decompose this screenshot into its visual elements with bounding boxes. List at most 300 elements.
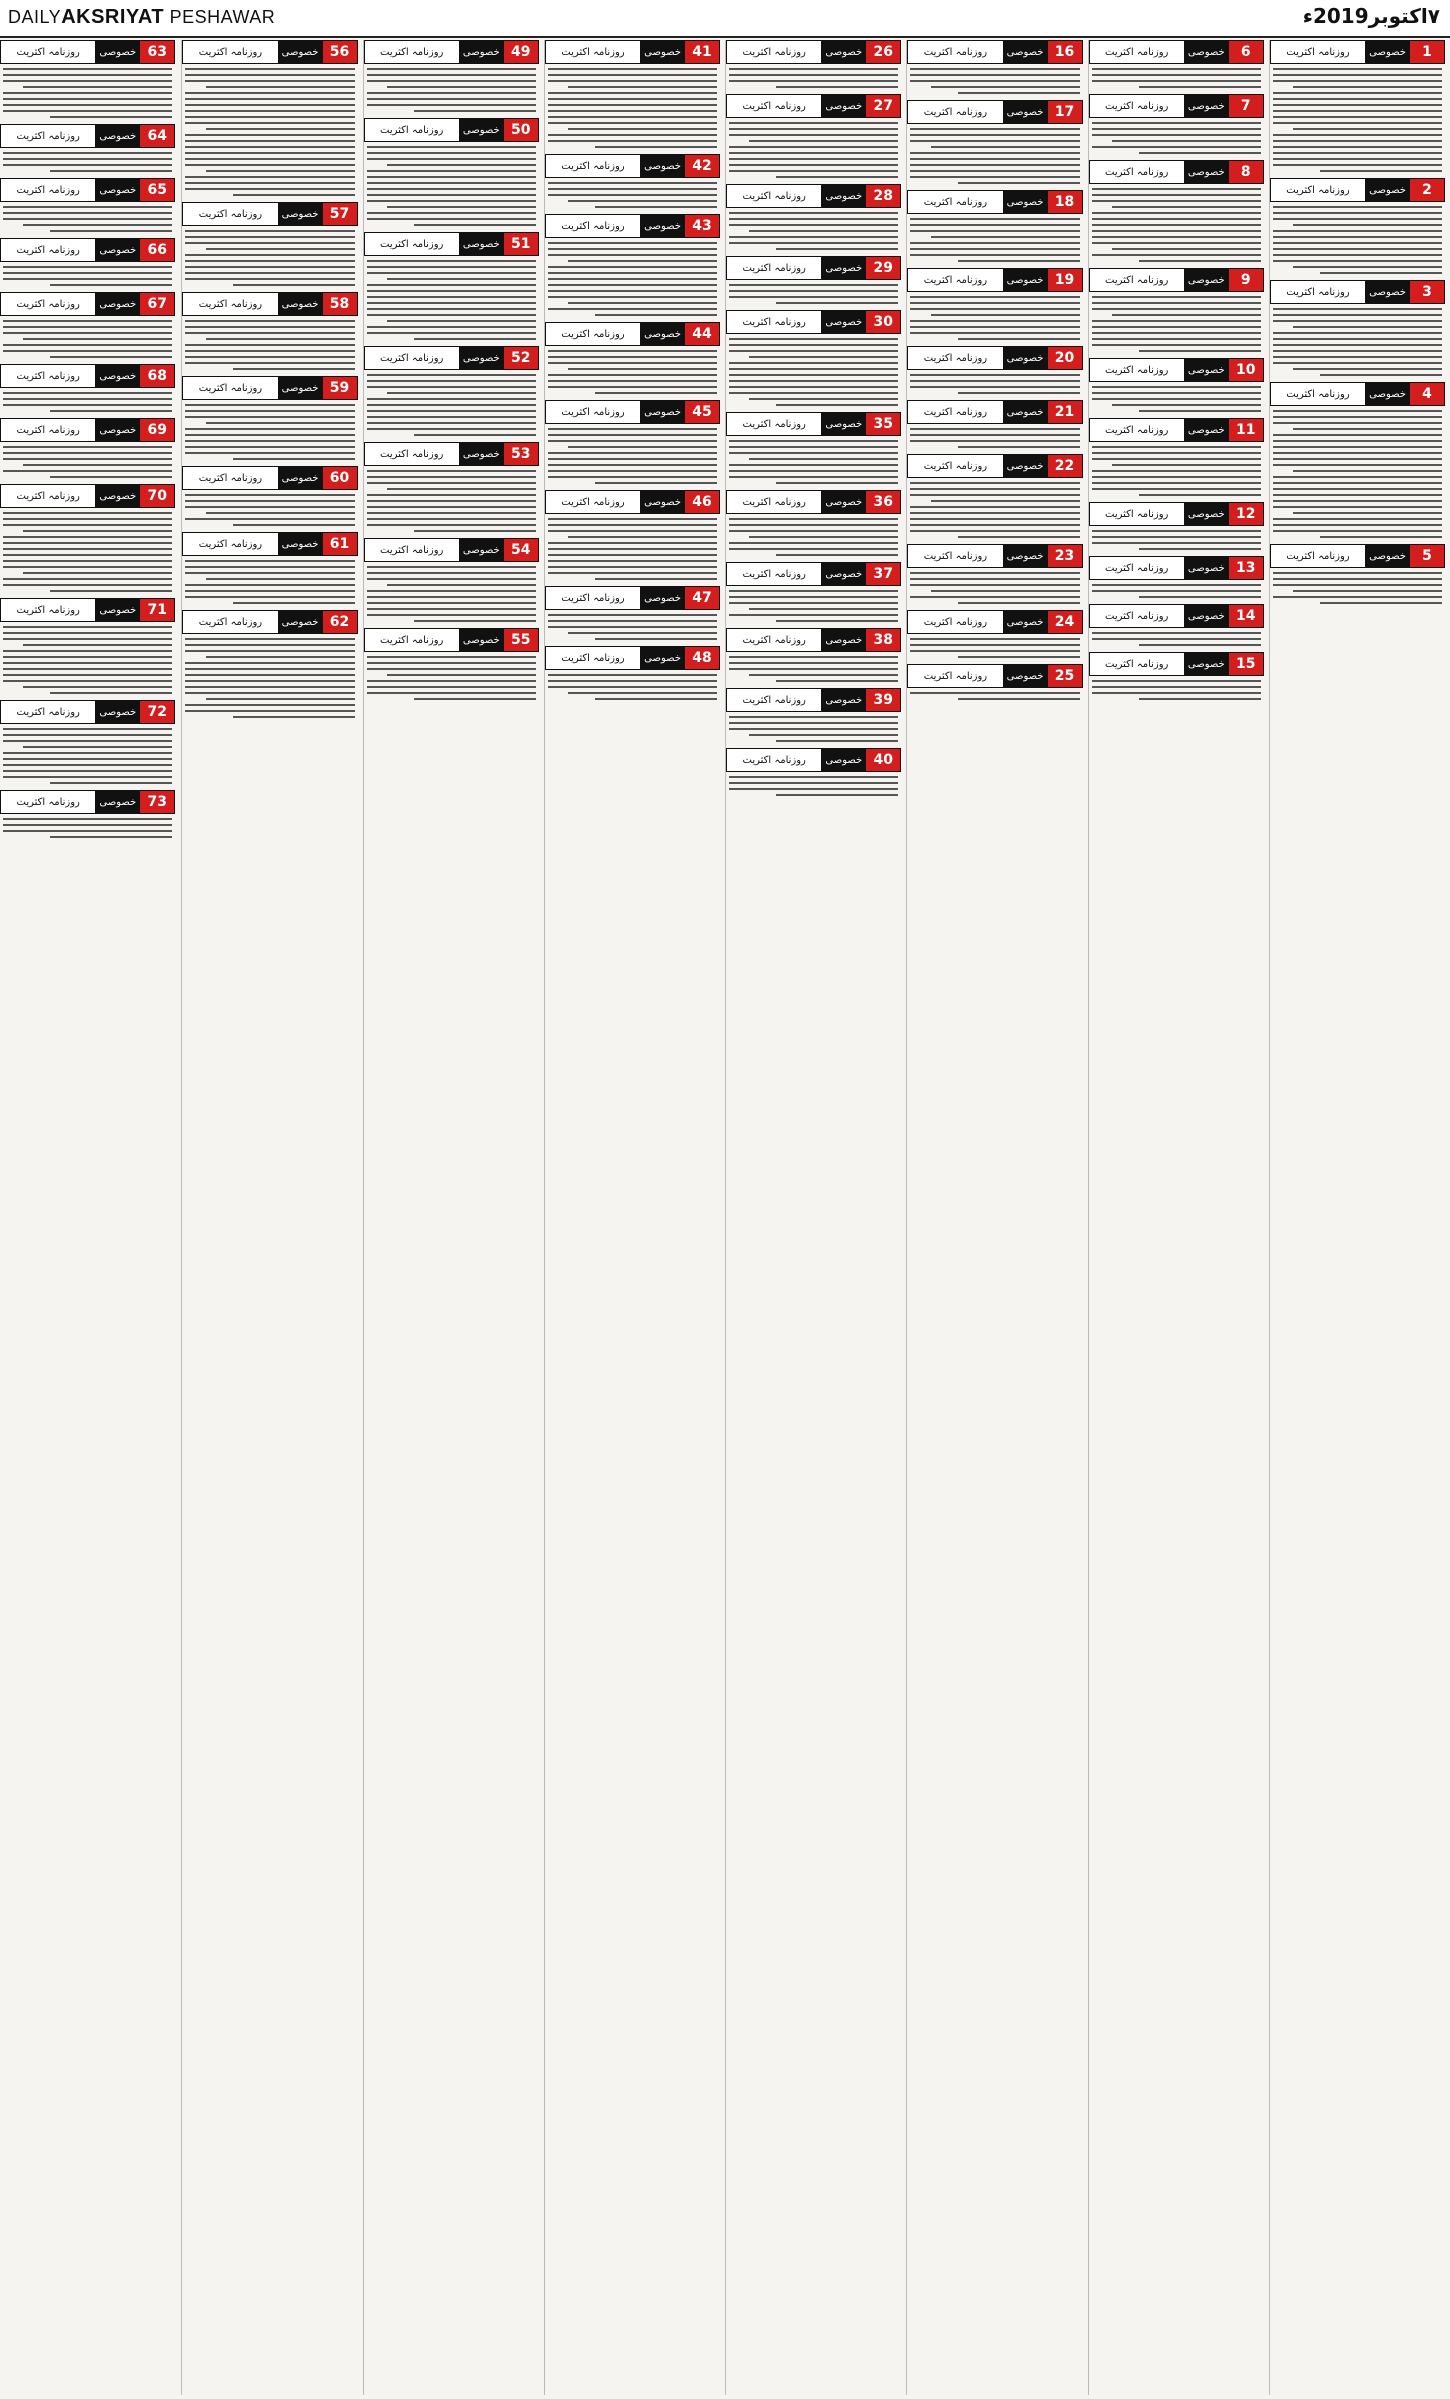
news-item-number: 4 [1410, 383, 1444, 405]
text-line [729, 470, 898, 472]
news-item-header [907, 346, 1082, 370]
text-line [1092, 302, 1261, 304]
news-item-number: 57 [323, 203, 357, 225]
text-line [776, 404, 898, 406]
news-item [907, 544, 1082, 604]
text-line [910, 530, 1079, 532]
news-item-brand: روزنامہ اکثریت [365, 119, 459, 141]
text-line [1273, 164, 1442, 166]
text-line [367, 194, 536, 196]
text-line [367, 590, 536, 592]
text-line [1139, 548, 1261, 550]
text-line [729, 662, 898, 664]
text-line [185, 152, 354, 154]
news-item [726, 94, 901, 178]
text-line [185, 158, 354, 160]
masthead-logo [8, 6, 275, 29]
news-item-brand: روزنامہ اکثریت [546, 41, 640, 63]
text-line [185, 410, 354, 412]
text-line [568, 302, 717, 304]
text-line [1273, 152, 1442, 154]
news-item-brand: روزنامہ اکثریت [546, 587, 640, 609]
news-item-brand: روزنامہ اکثریت [365, 539, 459, 561]
news-item-body [1089, 584, 1264, 598]
text-line [548, 380, 717, 382]
text-line [729, 788, 898, 790]
news-item-number: 65 [140, 179, 174, 201]
text-line [414, 110, 536, 112]
text-line [3, 680, 172, 682]
text-line [367, 422, 536, 424]
text-line [1112, 404, 1261, 406]
text-line [1273, 332, 1442, 334]
text-line [910, 320, 1079, 322]
text-line [548, 470, 717, 472]
text-line [910, 158, 1079, 160]
text-line [233, 194, 355, 196]
news-item [907, 664, 1082, 700]
text-line [1273, 416, 1442, 418]
text-line [50, 836, 172, 838]
text-line [1139, 86, 1261, 88]
text-line [729, 596, 898, 598]
news-item-body [545, 674, 720, 700]
news-item-label: خصوصی [640, 215, 685, 237]
news-item-body [907, 482, 1082, 538]
text-line [729, 446, 898, 448]
text-line [3, 68, 172, 70]
news-item-number: 18 [1048, 191, 1082, 213]
news-item [364, 628, 539, 700]
news-item-brand: روزنامہ اکثریت [183, 293, 277, 315]
text-line [568, 260, 717, 262]
text-line [729, 134, 898, 136]
text-line [568, 200, 717, 202]
news-item-label: خصوصی [821, 491, 866, 513]
text-line [185, 662, 354, 664]
text-line [910, 518, 1079, 520]
text-line [1273, 116, 1442, 118]
news-item-number: 23 [1048, 545, 1082, 567]
news-item [726, 688, 901, 742]
news-item-body [182, 560, 357, 604]
text-line [548, 188, 717, 190]
news-item-number: 52 [504, 347, 538, 369]
news-item-brand: روزنامہ اکثریت [1090, 95, 1184, 117]
news-item-header [545, 40, 720, 64]
text-line [1092, 488, 1261, 490]
text-line [206, 170, 355, 172]
text-line [185, 272, 354, 274]
text-line [367, 374, 536, 376]
news-item-header [907, 610, 1082, 634]
text-line [185, 182, 354, 184]
news-item-header [726, 688, 901, 712]
text-line [931, 500, 1080, 502]
text-line [749, 608, 898, 610]
text-line [931, 236, 1080, 238]
text-line [1139, 698, 1261, 700]
text-line [776, 86, 898, 88]
text-line [3, 554, 172, 556]
text-line [185, 104, 354, 106]
news-item-label: خصوصی [821, 629, 866, 651]
news-item-label: خصوصی [821, 185, 866, 207]
text-line [185, 74, 354, 76]
text-line [185, 242, 354, 244]
news-item-brand: روزنامہ اکثریت [1090, 503, 1184, 525]
text-line [776, 620, 898, 622]
text-line [1273, 236, 1442, 238]
text-line [548, 104, 717, 106]
news-item-brand: روزنامہ اکثریت [365, 233, 459, 255]
text-line [3, 326, 172, 328]
text-line [206, 248, 355, 250]
news-item-header [0, 178, 175, 202]
text-line [1273, 110, 1442, 112]
text-line [595, 482, 717, 484]
text-line [1092, 638, 1261, 640]
news-item-body [726, 284, 901, 304]
news-item [0, 292, 175, 358]
text-line [23, 686, 172, 688]
text-line [3, 458, 172, 460]
text-line [548, 458, 717, 460]
text-line [910, 248, 1079, 250]
news-item-label: خصوصی [278, 533, 323, 555]
text-line [958, 338, 1080, 340]
news-item-body [1089, 296, 1264, 352]
news-item-body [726, 122, 901, 178]
text-line [185, 686, 354, 688]
text-line [1293, 590, 1442, 592]
news-item [726, 310, 901, 406]
text-line [1092, 68, 1261, 70]
news-item [907, 346, 1082, 394]
news-item-header [0, 364, 175, 388]
news-item-header [726, 40, 901, 64]
news-item-header [0, 598, 175, 622]
text-line [185, 584, 354, 586]
text-line [1092, 542, 1261, 544]
news-item [0, 238, 175, 286]
text-line [729, 548, 898, 550]
text-line [3, 776, 172, 778]
text-line [367, 656, 536, 658]
text-line [1273, 422, 1442, 424]
news-item [182, 610, 357, 718]
news-item-header [0, 292, 175, 316]
news-item-number: 72 [140, 701, 174, 723]
text-line [3, 164, 172, 166]
text-line [1112, 248, 1261, 250]
text-line [1273, 476, 1442, 478]
news-item-label: خصوصی [278, 293, 323, 315]
text-line [1112, 140, 1261, 142]
text-line [3, 542, 172, 544]
news-item-number: 5 [1410, 545, 1444, 567]
text-line [414, 530, 536, 532]
text-line [185, 692, 354, 694]
news-item-body [1089, 122, 1264, 154]
news-item-header [545, 154, 720, 178]
news-item-label: خصوصی [821, 257, 866, 279]
news-item-header [364, 628, 539, 652]
news-item-label: خصوصی [1184, 653, 1229, 675]
news-columns [0, 40, 1450, 2395]
text-line [729, 212, 898, 214]
news-item-body [907, 374, 1082, 394]
news-item-label: خصوصی [1365, 383, 1410, 405]
text-line [3, 632, 172, 634]
text-line [3, 536, 172, 538]
news-item-label: خصوصی [640, 587, 685, 609]
text-line [367, 272, 536, 274]
text-line [910, 134, 1079, 136]
news-item [907, 400, 1082, 448]
text-line [367, 188, 536, 190]
text-line [387, 392, 536, 394]
text-line [910, 302, 1079, 304]
news-item-brand: روزنامہ اکثریت [1090, 359, 1184, 381]
text-line [548, 686, 717, 688]
news-item-label: خصوصی [1184, 161, 1229, 183]
news-item-body [1270, 206, 1445, 274]
news-item-body [364, 470, 539, 532]
news-item [726, 184, 901, 250]
text-line [958, 698, 1080, 700]
news-item-body [0, 728, 175, 784]
text-line [367, 182, 536, 184]
text-line [387, 164, 536, 166]
news-item [726, 562, 901, 622]
text-line [185, 596, 354, 598]
news-item-number: 35 [866, 413, 900, 435]
text-line [367, 200, 536, 202]
news-item-number: 41 [685, 41, 719, 63]
news-item-label: خصوصی [821, 563, 866, 585]
news-item-brand: روزنامہ اکثریت [1, 365, 95, 387]
text-line [910, 494, 1079, 496]
text-line [548, 308, 717, 310]
text-line [729, 368, 898, 370]
news-item [545, 40, 720, 148]
news-item-body [182, 68, 357, 196]
text-line [910, 374, 1079, 376]
news-item-label: خصوصی [95, 293, 140, 315]
news-item [1089, 652, 1264, 700]
text-line [50, 230, 172, 232]
news-item-body [1089, 446, 1264, 496]
text-line [3, 158, 172, 160]
text-line [367, 428, 536, 430]
text-line [23, 530, 172, 532]
news-item [364, 442, 539, 532]
text-line [3, 398, 172, 400]
news-item-label: خصوصی [1003, 269, 1048, 291]
news-item-header [726, 256, 901, 280]
text-line [1320, 272, 1442, 274]
news-column [0, 40, 175, 2395]
news-item-header [907, 454, 1082, 478]
text-line [3, 404, 172, 406]
news-item-body [1089, 632, 1264, 646]
news-item-number: 1 [1410, 41, 1444, 63]
text-line [548, 680, 717, 682]
text-line [749, 458, 898, 460]
text-line [206, 128, 355, 130]
news-item-label: خصوصی [1184, 605, 1229, 627]
text-line [1139, 596, 1261, 598]
text-line [1092, 530, 1261, 532]
text-line [1273, 464, 1442, 466]
text-line [548, 560, 717, 562]
news-item-header [182, 532, 357, 556]
news-item-label: خصوصی [1184, 557, 1229, 579]
text-line [1092, 80, 1261, 82]
news-item-label: خصوصی [1003, 347, 1048, 369]
text-line [729, 614, 898, 616]
text-line [1293, 224, 1442, 226]
text-line [749, 398, 898, 400]
text-line [910, 488, 1079, 490]
text-line [910, 68, 1079, 70]
news-item-number: 64 [140, 125, 174, 147]
text-line [1092, 392, 1261, 394]
text-line [185, 650, 354, 652]
news-item-header [182, 292, 357, 316]
text-line [1273, 206, 1442, 208]
text-line [185, 506, 354, 508]
text-line [910, 440, 1079, 442]
text-line [1092, 320, 1261, 322]
news-item-number: 71 [140, 599, 174, 621]
news-item-header [1089, 418, 1264, 442]
text-line [367, 614, 536, 616]
news-item-label: خصوصی [821, 689, 866, 711]
text-line [1273, 74, 1442, 76]
text-line [414, 698, 536, 700]
text-line [1092, 446, 1261, 448]
text-line [1273, 446, 1442, 448]
news-item-header [545, 646, 720, 670]
news-item-label: خصوصی [1184, 41, 1229, 63]
news-item-body [545, 614, 720, 640]
text-line [387, 488, 536, 490]
text-line [1273, 482, 1442, 484]
news-item [1270, 280, 1445, 376]
text-line [50, 356, 172, 358]
text-line [568, 632, 717, 634]
news-item-brand: روزنامہ اکثریت [546, 401, 640, 423]
text-line [958, 260, 1080, 262]
text-line [548, 374, 717, 376]
text-line [1092, 254, 1261, 256]
news-item-brand: روزنامہ اکثریت [1090, 419, 1184, 441]
text-line [3, 662, 172, 664]
text-line [387, 206, 536, 208]
news-item-header [545, 400, 720, 424]
text-line [776, 482, 898, 484]
text-line [1112, 464, 1261, 466]
text-line [729, 476, 898, 478]
text-line [1092, 128, 1261, 130]
news-item-header [726, 310, 901, 334]
news-item-header [1089, 358, 1264, 382]
text-line [1293, 428, 1442, 430]
news-item-body [1089, 386, 1264, 412]
text-line [367, 398, 536, 400]
text-line [1092, 536, 1261, 538]
text-line [206, 338, 355, 340]
news-item-label: خصوصی [640, 155, 685, 177]
text-line [3, 74, 172, 76]
news-item-header [907, 544, 1082, 568]
text-line [185, 356, 354, 358]
news-item-number: 45 [685, 401, 719, 423]
text-line [729, 530, 898, 532]
text-line [1293, 470, 1442, 472]
news-item-body [726, 518, 901, 556]
text-line [548, 74, 717, 76]
text-line [23, 86, 172, 88]
text-line [414, 620, 536, 622]
news-item-number: 58 [323, 293, 357, 315]
text-line [3, 734, 172, 736]
text-line [729, 296, 898, 298]
text-line [3, 344, 172, 346]
text-line [568, 128, 717, 130]
news-item-label: خصوصی [1184, 503, 1229, 525]
text-line [548, 350, 717, 352]
text-line [185, 434, 354, 436]
news-item-header [364, 538, 539, 562]
news-item-brand: روزنامہ اکثریت [908, 545, 1002, 567]
news-item-brand: روزنامہ اکثریت [908, 665, 1002, 687]
text-line [729, 152, 898, 154]
text-line [931, 146, 1080, 148]
news-item-brand: روزنامہ اکثریت [727, 257, 821, 279]
news-item-brand: روزنامہ اکثریت [727, 749, 821, 771]
text-line [3, 548, 172, 550]
text-line [776, 176, 898, 178]
news-item-body [0, 266, 175, 286]
news-item-number: 17 [1048, 101, 1082, 123]
text-line [568, 86, 717, 88]
text-line [729, 338, 898, 340]
text-line [185, 140, 354, 142]
news-item-number: 42 [685, 155, 719, 177]
news-item [1089, 268, 1264, 352]
news-item-body [545, 242, 720, 316]
news-item-number: 28 [866, 185, 900, 207]
text-line [729, 344, 898, 346]
news-item-body [907, 128, 1082, 184]
text-line [729, 74, 898, 76]
news-item-body [0, 68, 175, 118]
text-line [1092, 212, 1261, 214]
text-line [1320, 536, 1442, 538]
text-line [910, 218, 1079, 220]
text-line [367, 500, 536, 502]
text-line [548, 248, 717, 250]
text-line [3, 266, 172, 268]
text-line [3, 218, 172, 220]
news-item-label: خصوصی [640, 323, 685, 345]
news-item-number: 16 [1048, 41, 1082, 63]
news-item-label: خصوصی [1003, 455, 1048, 477]
text-line [1293, 266, 1442, 268]
